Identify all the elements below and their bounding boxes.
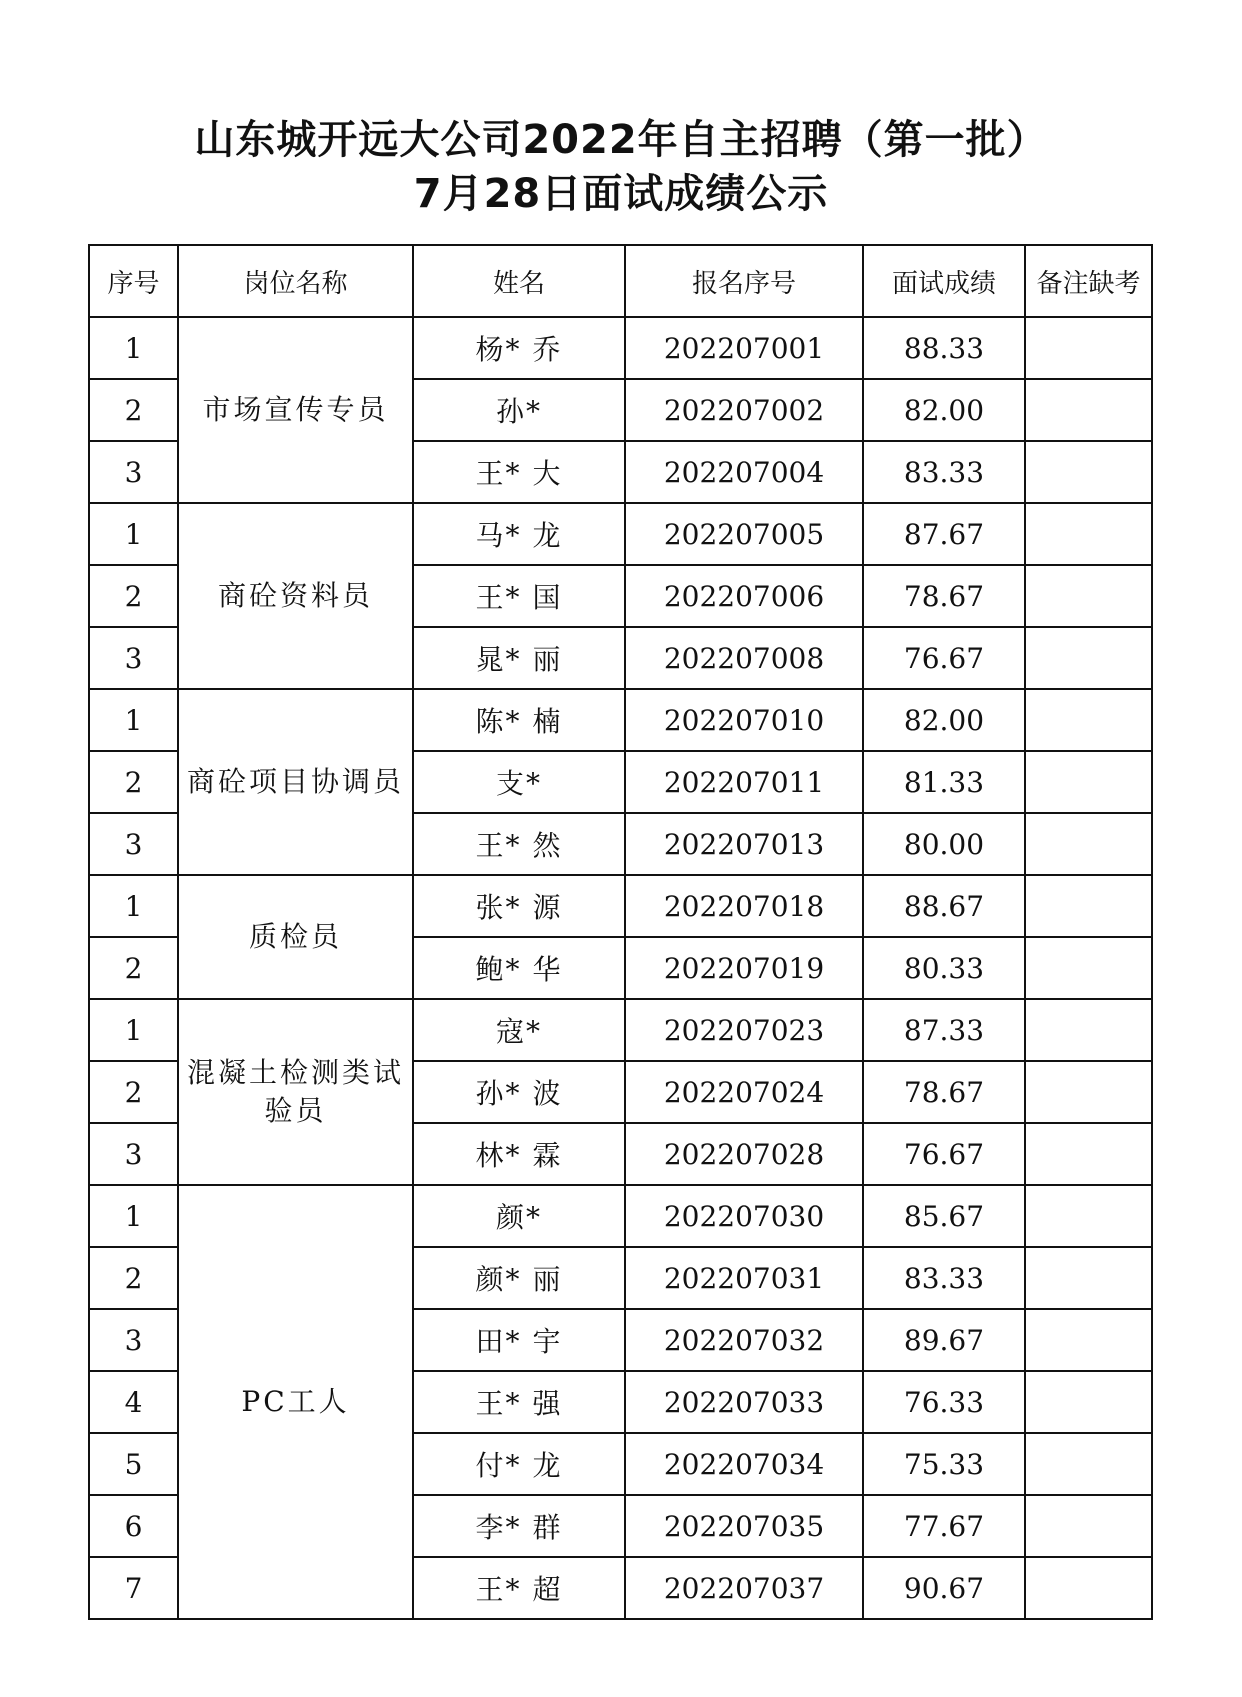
note-cell xyxy=(1025,1557,1152,1619)
name-cell: 孙* 波 xyxy=(413,1061,625,1123)
note-cell xyxy=(1025,1247,1152,1309)
note-cell xyxy=(1025,1371,1152,1433)
note-cell xyxy=(1025,875,1152,937)
header-seq: 序号 xyxy=(89,245,178,317)
name-cell: 王* 国 xyxy=(413,565,625,627)
reg-id-cell: 202207005 xyxy=(625,503,863,565)
reg-id-cell: 202207023 xyxy=(625,999,863,1061)
reg-id-cell: 202207034 xyxy=(625,1433,863,1495)
seq-cell: 1 xyxy=(89,1185,178,1247)
seq-cell: 6 xyxy=(89,1495,178,1557)
note-cell xyxy=(1025,1433,1152,1495)
table-row xyxy=(89,317,1152,379)
reg-id-cell: 202207024 xyxy=(625,1061,863,1123)
reg-id-cell: 202207001 xyxy=(625,317,863,379)
table-row xyxy=(89,689,1152,751)
seq-cell: 3 xyxy=(89,627,178,689)
table-row xyxy=(89,1185,1152,1247)
note-cell xyxy=(1025,813,1152,875)
seq-cell: 3 xyxy=(89,441,178,503)
seq-cell: 1 xyxy=(89,503,178,565)
reg-id-cell: 202207006 xyxy=(625,565,863,627)
seq-cell: 2 xyxy=(89,1247,178,1309)
reg-id-cell: 202207008 xyxy=(625,627,863,689)
table-body xyxy=(89,317,1152,1619)
name-cell: 张* 源 xyxy=(413,875,625,937)
score-cell: 78.67 xyxy=(863,1061,1025,1123)
score-cell: 88.67 xyxy=(863,875,1025,937)
name-cell: 晁* 丽 xyxy=(413,627,625,689)
position-cell: 混凝土检测类试验员 xyxy=(178,999,413,1185)
name-cell: 付* 龙 xyxy=(413,1433,625,1495)
note-cell xyxy=(1025,441,1152,503)
results-table xyxy=(88,244,1153,1620)
reg-id-cell: 202207028 xyxy=(625,1123,863,1185)
reg-id-cell: 202207032 xyxy=(625,1309,863,1371)
score-cell: 76.67 xyxy=(863,1123,1025,1185)
seq-cell: 4 xyxy=(89,1371,178,1433)
document-title: 山东城开远大公司2022年自主招聘（第一批） xyxy=(194,117,1048,163)
name-cell: 王* 大 xyxy=(413,441,625,503)
seq-cell: 2 xyxy=(89,379,178,441)
name-cell: 杨* 乔 xyxy=(413,317,625,379)
reg-id-cell: 202207018 xyxy=(625,875,863,937)
reg-id-cell: 202207004 xyxy=(625,441,863,503)
score-cell: 77.67 xyxy=(863,1495,1025,1557)
name-cell: 王* 强 xyxy=(413,1371,625,1433)
position-cell: 商砼资料员 xyxy=(178,503,413,689)
reg-id-cell: 202207037 xyxy=(625,1557,863,1619)
header-reg-id: 报名序号 xyxy=(625,245,863,317)
reg-id-cell: 202207019 xyxy=(625,937,863,999)
score-cell: 83.33 xyxy=(863,441,1025,503)
position-cell: 质检员 xyxy=(178,875,413,999)
score-cell: 82.00 xyxy=(863,689,1025,751)
name-cell: 颜* 丽 xyxy=(413,1247,625,1309)
note-cell xyxy=(1025,1495,1152,1557)
reg-id-cell: 202207033 xyxy=(625,1371,863,1433)
score-cell: 81.33 xyxy=(863,751,1025,813)
score-cell: 83.33 xyxy=(863,1247,1025,1309)
name-cell: 林* 霖 xyxy=(413,1123,625,1185)
seq-cell: 3 xyxy=(89,813,178,875)
score-cell: 90.67 xyxy=(863,1557,1025,1619)
score-cell: 87.67 xyxy=(863,503,1025,565)
note-cell xyxy=(1025,751,1152,813)
position-cell: 商砼项目协调员 xyxy=(178,689,413,875)
seq-cell: 7 xyxy=(89,1557,178,1619)
position-cell: 市场宣传专员 xyxy=(178,317,413,503)
header-name: 姓名 xyxy=(413,245,625,317)
seq-cell: 2 xyxy=(89,1061,178,1123)
score-cell: 75.33 xyxy=(863,1433,1025,1495)
note-cell xyxy=(1025,379,1152,441)
reg-id-cell: 202207013 xyxy=(625,813,863,875)
score-cell: 76.67 xyxy=(863,627,1025,689)
table-row xyxy=(89,999,1152,1061)
seq-cell: 2 xyxy=(89,751,178,813)
note-cell xyxy=(1025,1061,1152,1123)
score-cell: 87.33 xyxy=(863,999,1025,1061)
seq-cell: 3 xyxy=(89,1123,178,1185)
note-cell xyxy=(1025,1123,1152,1185)
note-cell xyxy=(1025,565,1152,627)
table-row xyxy=(89,875,1152,937)
seq-cell: 1 xyxy=(89,689,178,751)
score-cell: 78.67 xyxy=(863,565,1025,627)
seq-cell: 2 xyxy=(89,937,178,999)
position-cell: PC工人 xyxy=(178,1185,413,1619)
score-cell: 80.00 xyxy=(863,813,1025,875)
note-cell xyxy=(1025,689,1152,751)
name-cell: 鲍* 华 xyxy=(413,937,625,999)
seq-cell: 1 xyxy=(89,317,178,379)
seq-cell: 1 xyxy=(89,999,178,1061)
note-cell xyxy=(1025,627,1152,689)
note-cell xyxy=(1025,317,1152,379)
note-cell xyxy=(1025,1185,1152,1247)
name-cell: 王* 然 xyxy=(413,813,625,875)
reg-id-cell: 202207031 xyxy=(625,1247,863,1309)
reg-id-cell: 202207035 xyxy=(625,1495,863,1557)
name-cell: 田* 宇 xyxy=(413,1309,625,1371)
name-cell: 支* xyxy=(413,751,625,813)
reg-id-cell: 202207002 xyxy=(625,379,863,441)
note-cell xyxy=(1025,937,1152,999)
note-cell xyxy=(1025,503,1152,565)
seq-cell: 1 xyxy=(89,875,178,937)
seq-cell: 3 xyxy=(89,1309,178,1371)
name-cell: 孙* xyxy=(413,379,625,441)
seq-cell: 5 xyxy=(89,1433,178,1495)
score-cell: 82.00 xyxy=(863,379,1025,441)
header-score: 面试成绩 xyxy=(863,245,1025,317)
name-cell: 颜* xyxy=(413,1185,625,1247)
note-cell xyxy=(1025,1309,1152,1371)
score-cell: 89.67 xyxy=(863,1309,1025,1371)
score-cell: 80.33 xyxy=(863,937,1025,999)
reg-id-cell: 202207030 xyxy=(625,1185,863,1247)
table-row xyxy=(89,503,1152,565)
reg-id-cell: 202207011 xyxy=(625,751,863,813)
score-cell: 88.33 xyxy=(863,317,1025,379)
note-cell xyxy=(1025,999,1152,1061)
table-header-row xyxy=(89,245,1152,317)
header-note: 备注缺考 xyxy=(1025,245,1152,317)
header-position: 岗位名称 xyxy=(178,245,413,317)
document-subtitle: 7月28日面试成绩公示 xyxy=(413,171,829,217)
name-cell: 陈* 楠 xyxy=(413,689,625,751)
score-cell: 76.33 xyxy=(863,1371,1025,1433)
name-cell: 寇* xyxy=(413,999,625,1061)
name-cell: 王* 超 xyxy=(413,1557,625,1619)
seq-cell: 2 xyxy=(89,565,178,627)
name-cell: 李* 群 xyxy=(413,1495,625,1557)
name-cell: 马* 龙 xyxy=(413,503,625,565)
score-cell: 85.67 xyxy=(863,1185,1025,1247)
reg-id-cell: 202207010 xyxy=(625,689,863,751)
